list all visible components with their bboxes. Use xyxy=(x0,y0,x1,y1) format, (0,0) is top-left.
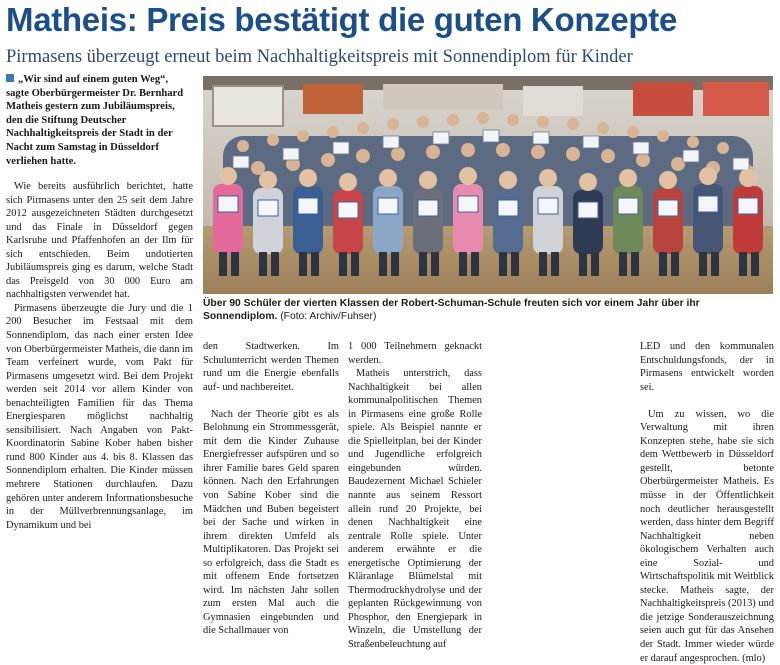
column-4 xyxy=(640,340,774,665)
paragraph: Wie bereits ausführlich berichtet, hatte sich Pirmasens unter den 25 seit dem Jahre 2012 ausgezeichneten Städten durchgesetzt und das Finale in Düsseldorf gegen Karlsruhe und Pfaffenhofen an der Ilm für sich entschieden. Beim undotierten Jubiläumspreis ging es darum, welche Stadt das Preisgeld von 30 000 Euro am nachhaltigsten verwendet hat. xyxy=(6,181,193,301)
column-1 xyxy=(6,180,193,532)
paragraph: Pirmasens überzeugte die Jury und die 1 200 Besucher im Festsaal mit dem Sonnendiplom, das nach einer ersten Idee von Oberbürgermeister Matheis, die dann im Team verfeinert wurde, vom Pakt für Pirmasens umgesetzt wird. Bei dem Projekt werden seit 2014 vor allem Kinder von benachteiligten Familien für das Thema Energiesparen möglichst nachhaltig sensibilisiert. Nach Angaben von Pakt-Koordinatorin Sabine Kober haben bisher rund 800 Kinder aus 4. bis 8. Klassen das Sonnendiplom erhalten. Die Kinder müssen mehrere Stationen durchlaufen. Dazu gehören unter anderem Informationsbesuche in der Müllverbrennungsanlage, im Dynamikum und bei xyxy=(6,302,193,531)
subheadline: Pirmasens überzeugt erneut beim Nachhaltigkeitspreis mit Sonnendiplom für Kinder xyxy=(6,47,633,67)
column-2 xyxy=(203,340,339,638)
paragraph: LED und den kommunalen Entschuldungsfonds, der in Pirmasens entwickelt worden sei. xyxy=(640,341,774,393)
headline: Matheis: Preis bestätigt die guten Konzepte xyxy=(6,1,678,38)
group-photo xyxy=(203,76,773,294)
lead-paragraph xyxy=(6,73,193,168)
photo-caption-text: Über 90 Schüler der vierten Klassen der Robert-Schuman-Schule freuten sich vor einem Jahr über ihr Sonnendiplom. xyxy=(203,298,700,323)
column-3 xyxy=(348,340,482,652)
lead-marker-square xyxy=(6,74,14,82)
paragraph: den Stadtwerken. Im Schulunterricht werden Themen rund um die Energie ebenfalls auf- und nachbereitet. xyxy=(203,341,339,393)
paragraph: Matheis unterstrich, dass Nachhaltigkeit bei allen kommunalpolitischen Themen in Pirmasens eine große Rolle spiele. Als Beispiel nannte er die Spielleitplan, bei der Kinder und Jugendliche erfolgreich eingebunden würden. Baudezernent Michael Schieler nannte aus seinem Ressort allein rund 20 Projekte, bei denen Nachhaltigkeit eine zentrale Rolle spiele. Unter anderem erwähnte er die energetische Optimierung der Kläranlage Blümelstal mit Thermodruckhydrolyse und der geplanten Rückgewinnung von Phosphor, den Energiepark in Winzeln, die Umstellung der Straßenbeleuchtung auf xyxy=(348,368,482,651)
paragraph: Nach der Theorie gibt es als Belohnung ein Strommessgerät, mit dem die Kinder Zuhause Energiefresser aufspüren und so ihrer Familie bares Geld sparen können. Nach den Erfahrungen von Sabine Kober sind die Mädchen und Buben begeistert bei der Sache und wirken in ihrem direkten Umfeld als Multiplikatoren. Das Projekt sei so erfolgreich, dass die Stadt es mit offenem Ende fortsetzen wird. Im nächsten Jahr sollen zum ersten Mal auch die Gymnasien eingebunden und die Schallmauer von xyxy=(203,408,339,637)
group-photo-illustration xyxy=(203,76,773,294)
paragraph: Um zu wissen, wo die Verwaltung mit ihren Konzepten stehe, habe sie sich dem Wettbewerb in Düsseldorf gestellt, betonte Oberbürgermeister Matheis. Es müsse in der Öffentlichkeit noch deutlicher herausgestellt werden, dass hinter dem Begriff Nachhaltigkeit neben ökologischem Verhalten auch eine Sozial- und Wirtschaftspolitik mit Weitblick stecke. Matheis sagte, der Nachhaltigkeitspreis (2013) und die jetzige Sonderauszeichnung seien auch gut für das Ansehen der Stadt. Immer wieder würde er darauf angesprochen. (mlo) xyxy=(640,408,774,664)
photo-credit: (Foto: Archiv/Fuhser) xyxy=(280,311,377,323)
paragraph: 1 000 Teilnehmern geknackt werden. xyxy=(348,341,482,366)
lead-text: „Wir sind auf einem guten Weg“, sagte Oberbürgermeister Dr. Bernhard Matheis gestern zum Jubiläumspreis, den die Stiftung Deutscher Nachhaltigkeitspreis der Stadt in der Nacht zum Samstag in Düsseldorf verliehen hatte. xyxy=(6,74,184,167)
photo-caption xyxy=(203,297,773,323)
